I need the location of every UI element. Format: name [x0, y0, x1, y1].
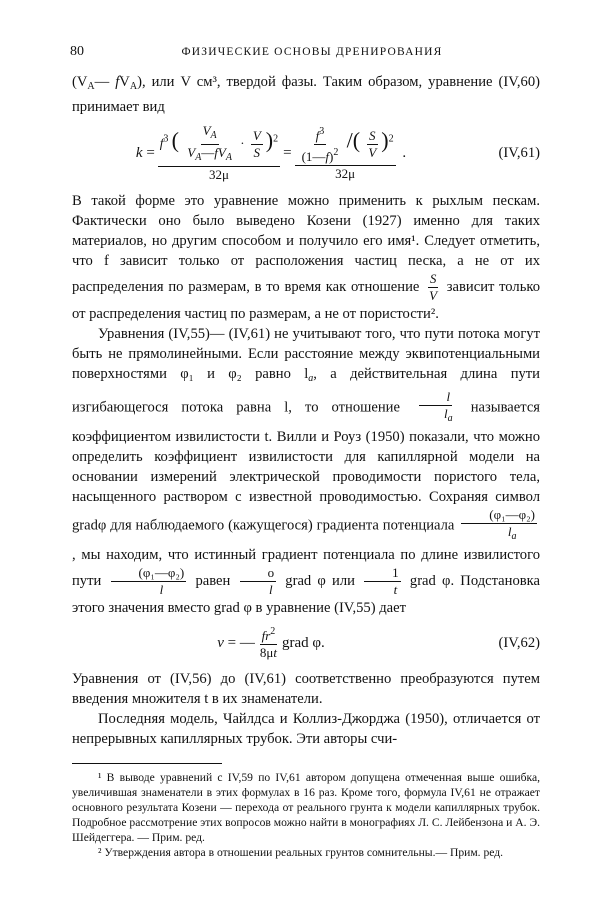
paragraph-1: ($V_A—$ $fV_A$), или V см³, твердой фазы. Таким образом, уравнение (IV,60) принимает вид [72, 74, 540, 115]
footnote-2: ² Утверждения автора в отношении реальных грунтов сомнительны.— Прим. ред. [98, 846, 504, 859]
footnote-1: ¹ В выводе уравнений с IV,59 по IV,61 автором допущена отмеченная выше ошибка, увеличившая знаменатели в этих формулах в 16 раз. Кроме того, формула IV,61 не отражает основного результата Козени — перехода от реального грунта к модели капиллярных трубок. Подробное рассмотрение этих вопросов можно найти в монографиях Л. С. Лейбензона и А. Э. Шейдеггера. — Прим. ред. [72, 771, 541, 844]
page-body [72, 72, 540, 860]
p3-g: grad φ или [285, 572, 355, 589]
equation-iv-62: v = — $\frac{fr^2}{8\mu t}$ grad φ. (IV,62) [217, 626, 540, 660]
paragraph-5: Последняя модель, Чайлдса и Коллиз-Джорджа (1950), отличается от непрерывных капиллярных трубок. Эти авторы счи- [72, 711, 540, 747]
p1-intro: (V [72, 74, 88, 90]
p3-d: , мы находим, что истинный [72, 547, 257, 563]
paragraph-4: Уравнения от (IV,56) до (IV,61) соответственно преобразуются путем введения множителя t в их знаменатели. [72, 671, 540, 707]
equation-iv-61: k = $f^3$ ( $\frac{V_A}{V_A—fV_A}$ · $\frac{V}{S}$ )$^2$ 32μ = $\frac{f^3}{(1—f)^2}$ /( $\frac{S}{V}$ )$^2$ 32μ . (IV,61) [135, 123, 540, 182]
p3-e: градиент потенциала по длине извилистого пути [72, 547, 541, 589]
eq62-label: (IV,62) [498, 634, 540, 651]
running-title: ФИЗИЧЕСКИЕ ОСНОВЫ ДРЕНИРОВАНИЯ [181, 46, 443, 58]
footnote-divider [72, 763, 222, 764]
p2-text: В такой форме это уравнение можно применить к рыхлым пескам. Фактически оно было выведено Козени (1927) именно для таких материалов, но другим способом и получило его имя¹. Следует отметить, что f зависит только от расположения частиц песка, а не от их распределения по размерам, в то время как отношение [72, 193, 540, 295]
eq61-label: (IV,61) [498, 145, 540, 161]
p3-b: , а действительная длина пути изгибающегося потока равна l, то отношение [72, 366, 540, 416]
p2-end: зависит только от распределения частиц по размерам, а не от пористости². [72, 278, 540, 322]
paragraph-2: В такой форме это уравнение можно применить к рыхлым пескам. Фактически оно было выведено Козени (1927) именно для таких материалов, но другим способом и получило его имя¹. Следует отметить, что f зависит только от расположения частиц песка, а не от их распределения по размерам, в то время как отношение $\frac{S}{V}$ зависит только от распределения частиц по размерам, а не от пористости². [72, 193, 540, 322]
p1-rest: ), или V см³, твердой фазы. Таким образом, уравнение (IV,60) принимает вид [72, 74, 540, 115]
p3-h: grad φ. Подстановка этого значения вместо grad φ в уравнение (IV,55) дает [72, 572, 541, 616]
p3-f: равен [195, 572, 231, 589]
p3-a: Уравнения (IV,55)— (IV,61) не учитывают того, что пути потока могут быть не прямолинейными. Если расстояние между эквипотенциальными поверхностями φ₁ и φ₂ равно l [72, 326, 540, 382]
page-number: 80 [70, 44, 84, 59]
running-header [70, 44, 540, 60]
paragraph-3: Уравнения (IV,55)— (IV,61) не учитывают того, что пути потока могут быть не прямолинейными. Если расстояние между эквипотенциальными поверхностями φ₁ и φ₂ равно $l_a$, а действительная длина пути изгибающегося потока равна l, то отношение $\frac{l}{l_a}$ называется коэффициентом извилистости t. Вилли и Роуз (1950) показали, что можно определить коэффициент извилистости для капиллярной модели на основании измерений электрической проводимости пористого тела, насыщенного раствором с известной проводимостью. Сохраняя символ gradφ для наблюдаемого (кажущегося) градиента потенциала $\frac{\text{(φ₁—φ₂)}}{l_a}$ , мы находим, что истинный градиент потенциала по длине извилистого пути $\frac{\text{(φ₁—φ₂)}}{l}$ равен $\frac{o}{l}$ grad φ или $\frac{1}{t}$ grad φ. Подстановка этого значения вместо grad φ в уравнение (IV,55) дает [72, 326, 541, 616]
p3-c: называется коэффициентом извилистости t. Вилли и Роуз (1950) показали, что можно определить коэффициент извилистости для капиллярной модели на основании измерений электрической проводимости пористого тела, насыщенного раствором с известной проводимостью. Сохраняя символ gradφ для наблюдаемого (кажущегося) градиента потенциала [72, 399, 541, 534]
